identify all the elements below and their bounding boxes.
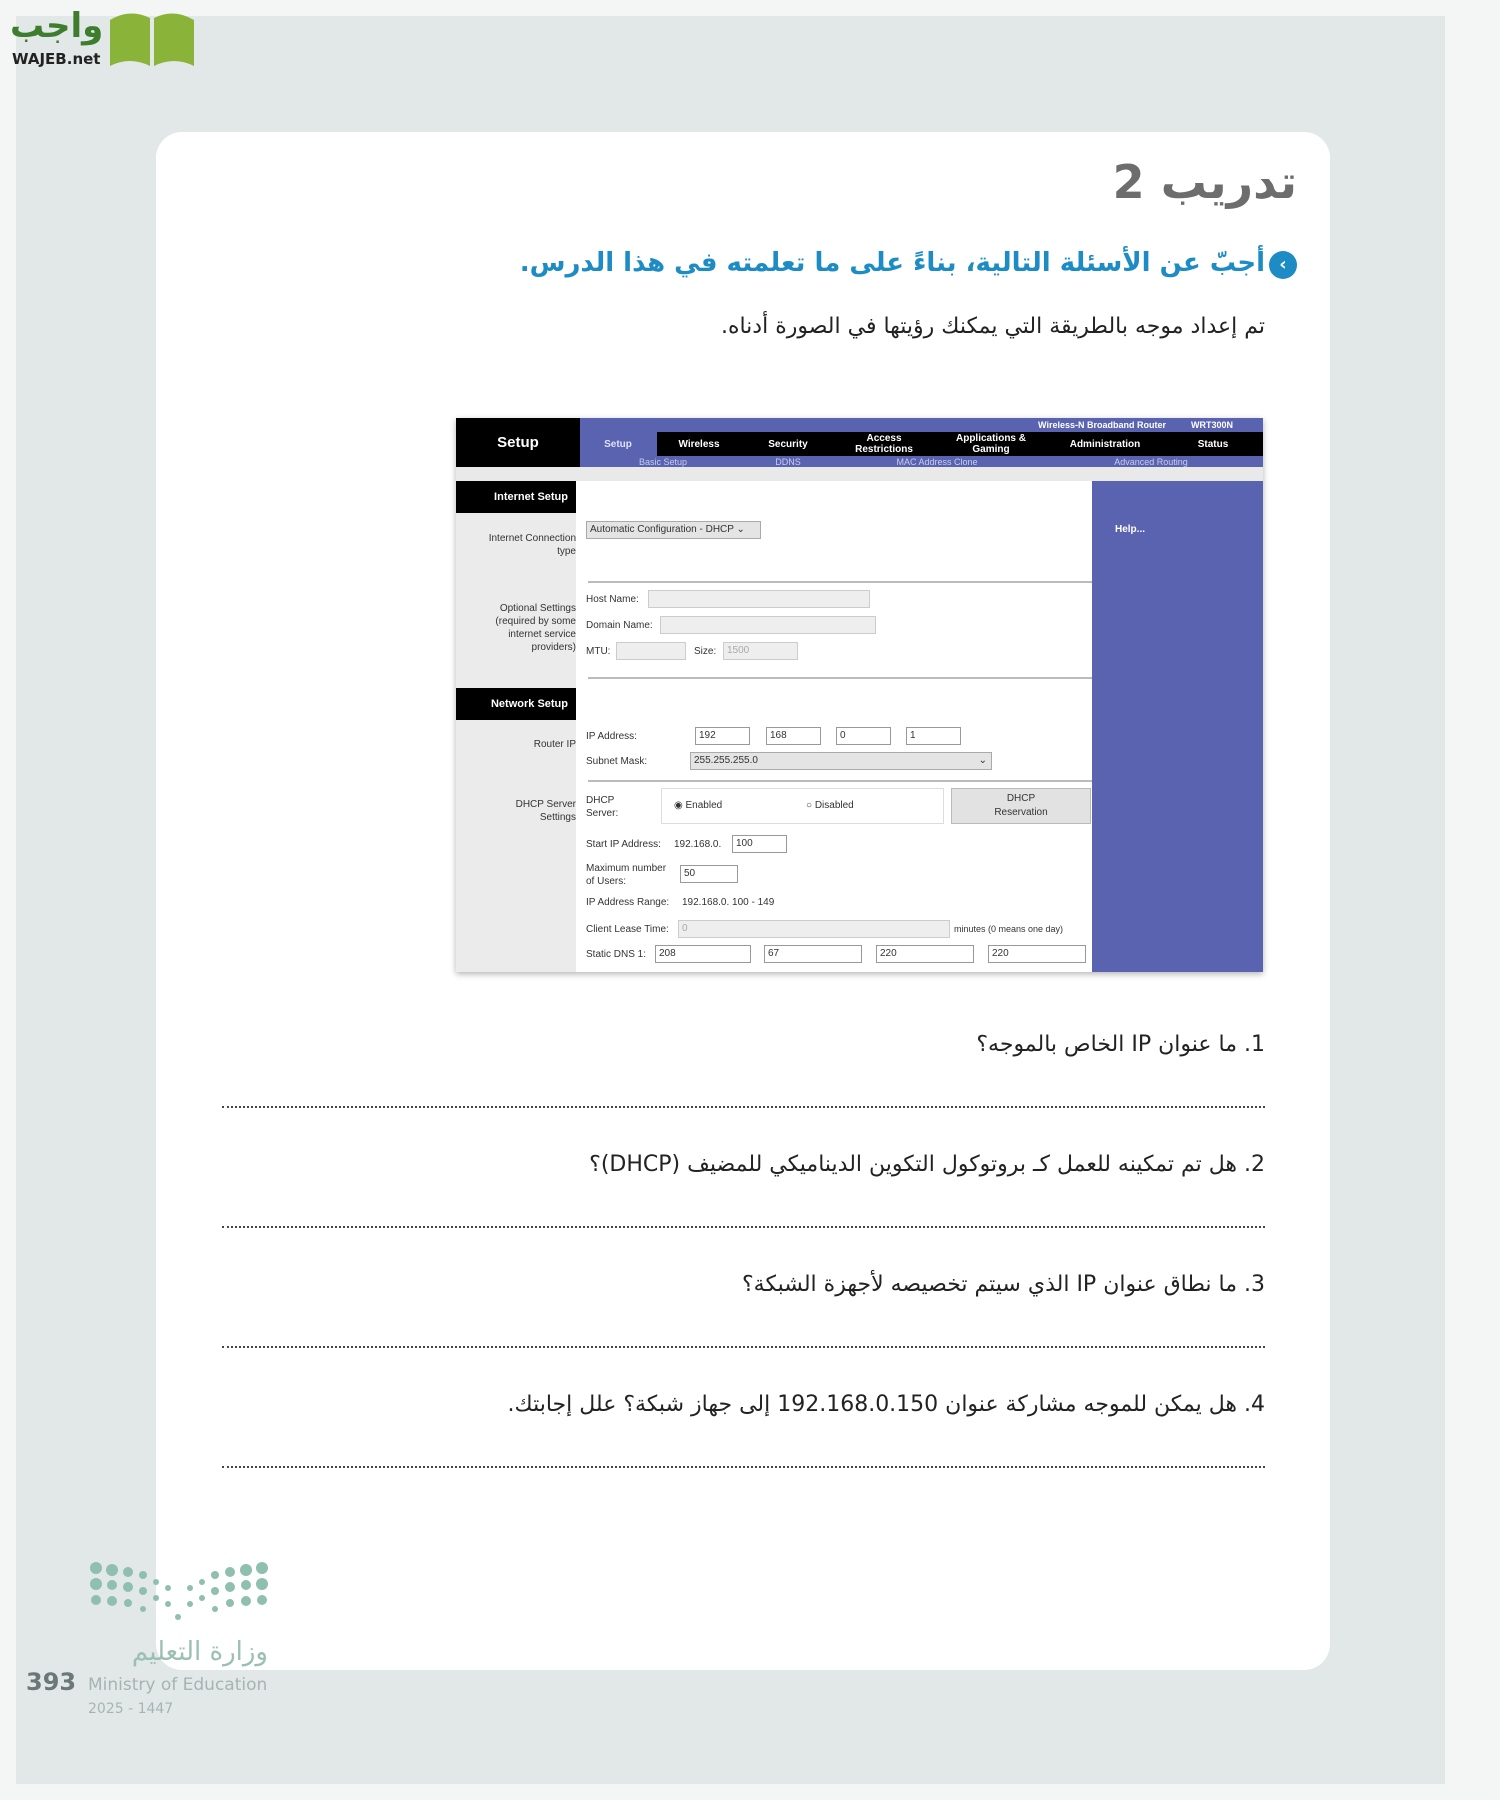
subnet-mask-value: 255.255.255.0 [694,755,758,766]
dns-octet-1[interactable]: 208 [655,945,751,963]
ip-range-label: IP Address Range: [586,897,670,908]
mtu-label: MTU: [586,646,611,657]
tab-security[interactable]: Security [768,438,808,450]
tab-status[interactable]: Status [1197,438,1229,450]
question-4: 4. هل يمكن للموجه مشاركة عنوان 192.168.0.150 إلى جهاز شبكة؟ علل إجابتك. [507,1392,1265,1417]
mtu-select[interactable] [616,642,686,660]
optional-settings-label: Optional Settings (required by some internet service providers) [495,603,576,653]
help-link[interactable]: Help... [1115,524,1146,535]
router-screenshot [456,418,1263,972]
host-name-input[interactable] [648,590,870,608]
size-label: Size: [694,646,717,657]
dhcp-enabled-radio[interactable] [674,800,722,811]
logo-latin: WAJEB.net [12,50,101,68]
ip-address-label: IP Address: [586,731,637,742]
tab-setup[interactable]: Setup [604,438,632,450]
dns-octet-4[interactable]: 220 [988,945,1086,963]
radio-checked-icon: ◉ [674,800,683,811]
router-product: Wireless-N Broadband Router [1038,420,1166,430]
lease-time-input[interactable]: 0 [678,920,950,938]
subnet-mask-select[interactable] [690,752,992,770]
host-name-label: Host Name: [586,594,639,605]
connection-type-label: Internet Connection type [488,533,576,557]
max-users-input[interactable]: 50 [680,865,738,883]
size-input[interactable]: 1500 [723,642,798,660]
logo-arabic: واجب [10,6,104,46]
subtab-ddns[interactable]: DDNS [775,457,801,467]
tab-wireless[interactable]: Wireless [678,438,720,450]
ip-octet-2[interactable]: 168 [766,727,821,745]
tab-access-restrictions[interactable]: Access Restrictions [855,433,913,455]
radio-unchecked-icon: ○ [806,800,813,811]
intro-text: تم إعداد موجه بالطريقة التي يمكنك رؤيتها في الصورة أدناه. [720,314,1265,339]
connection-type-value: Automatic Configuration - DHCP [590,524,734,535]
start-ip-input[interactable]: 100 [732,835,787,853]
disabled-label: Disabled [814,800,854,811]
answer-line-4[interactable] [222,1466,1265,1468]
chevron-down-icon: ⌄ [978,755,987,766]
dhcp-disabled-radio[interactable] [806,800,854,811]
dhcp-server-label: DHCP Server: [586,795,619,819]
tab-applications-gaming[interactable]: Applications & Gaming [955,433,1026,455]
tab-administration[interactable]: Administration [1069,438,1141,450]
answer-line-2[interactable] [222,1226,1265,1228]
domain-name-input[interactable] [660,616,876,634]
divider [588,780,1092,782]
chevron-down-icon: ⌄ [736,524,745,535]
dns-label: Static DNS 1: [586,949,647,960]
lease-time-note: minutes (0 means one day) [954,924,1064,934]
network-setup-heading: Network Setup [456,688,576,720]
chevron-left-icon: ‹ [1269,251,1297,279]
instruction: أجبّ عن الأسئلة التالية، بناءً على ما تعلمته في هذا الدرس. [519,248,1265,278]
router-model: WRT300N [1191,420,1234,430]
divider [588,581,1092,583]
subtab-advanced-routing[interactable]: Advanced Routing [1114,457,1188,467]
router-ip-label: Router IP [533,739,576,750]
book-icon [106,6,198,68]
ip-range-value: 192.168.0. 100 - 149 [682,897,775,908]
lease-time-label: Client Lease Time: [586,924,669,935]
answer-line-1[interactable] [222,1106,1265,1108]
router-help-panel [1092,481,1263,972]
subnet-mask-label: Subnet Mask: [586,756,648,767]
ip-octet-4[interactable]: 1 [906,727,961,745]
ip-octet-3[interactable]: 0 [836,727,891,745]
start-ip-prefix: 192.168.0. [674,839,722,850]
start-ip-label: Start IP Address: [586,839,661,850]
internet-setup-heading: Internet Setup [456,481,576,513]
question-3: 3. ما نطاق عنوان IP الذي سيتم تخصيصه لأجهزة الشبكة؟ [741,1272,1265,1297]
router-page-title: Setup [456,418,580,467]
subtab-mac-clone[interactable]: MAC Address Clone [896,457,978,467]
subtab-basic-setup[interactable]: Basic Setup [638,457,688,467]
exercise-title: تدريب 2 [1112,155,1297,209]
divider [588,677,1092,679]
question-1: 1. ما عنوان IP الخاص بالموجه؟ [976,1032,1265,1057]
connection-type-select[interactable] [586,521,761,539]
dns-octet-3[interactable]: 220 [876,945,974,963]
ministry-logo-dots-icon [88,1560,270,1625]
ministry-name-en: Ministry of Education [88,1675,268,1695]
domain-name-label: Domain Name: [586,620,653,631]
dhcp-reservation-button[interactable]: DHCP Reservation [951,788,1091,824]
enabled-label: Enabled [685,800,723,811]
dhcp-settings-label: DHCP Server Settings [515,799,576,823]
question-2: 2. هل تم تمكينه للعمل كـ بروتوكول التكوين الديناميكي للمضيف (DHCP)؟ [589,1152,1265,1177]
ip-octet-1[interactable]: 192 [695,727,750,745]
dns-octet-2[interactable]: 67 [764,945,862,963]
page-number: 393 [26,1668,77,1696]
edition-year: 2025 - 1447 [88,1701,174,1717]
answer-line-3[interactable] [222,1346,1265,1348]
ministry-name-ar: وزارة التعليم [131,1637,268,1667]
max-users-label: Maximum number of Users: [586,863,667,887]
